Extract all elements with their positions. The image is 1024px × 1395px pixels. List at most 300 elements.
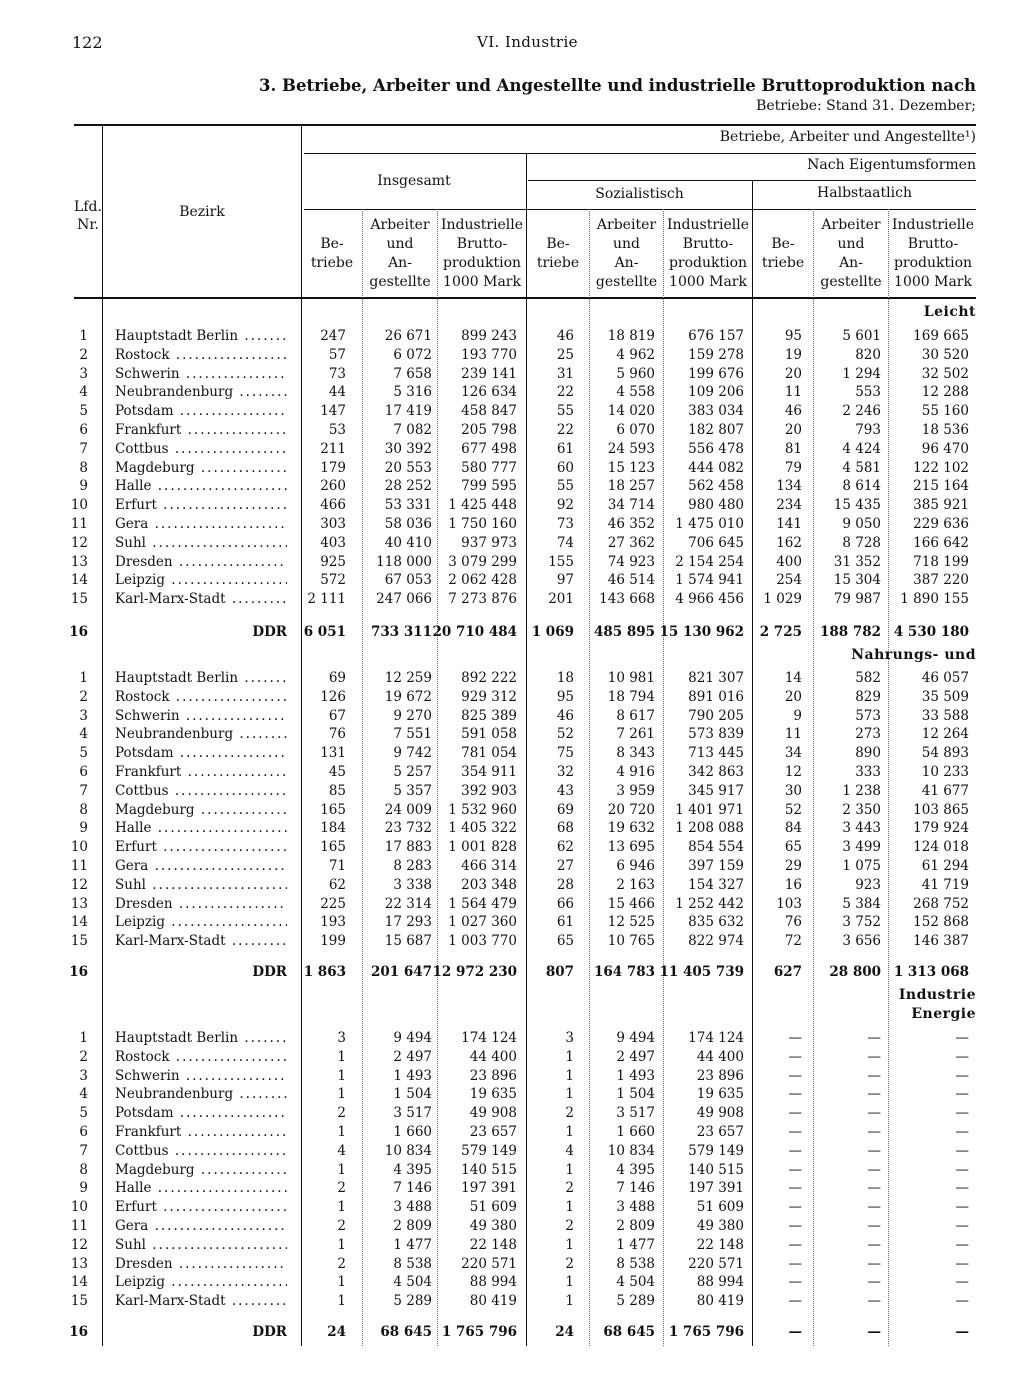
table-cell: 4 424 [842,441,881,457]
table-cell: 3 [337,1030,346,1046]
table-title: 3. Betriebe, Arbeiter und Angestellte und industrielle Bruttoproduktion nach [259,76,976,95]
table-row [0,1104,1024,1122]
table-cell: 1 504 [393,1086,432,1102]
table-cell: 3 443 [842,820,881,836]
table-cell: 147 [320,403,346,419]
table-cell: 17 883 [384,839,432,855]
table-cell: 49 380 [696,1218,744,1234]
table-cell: 822 974 [688,933,744,949]
table-cell: 5 257 [393,764,432,780]
table-cell: 254 [776,572,802,588]
table-row [0,1067,1024,1085]
header-bottom-rule [74,297,976,299]
table-cell: 182 807 [688,422,744,438]
table-cell: 1 [565,1086,574,1102]
table-cell: 15 304 [833,572,881,588]
table-cell: 18 819 [607,328,655,344]
table-cell: — [867,1274,881,1290]
table-cell: 27 362 [607,535,655,551]
row-number: 12 [70,877,88,893]
table-cell: — [867,1218,881,1234]
table-cell: 220 571 [688,1256,744,1272]
table-cell: 7 146 [393,1180,432,1196]
table-cell: 49 908 [696,1105,744,1121]
table-cell: 69 [556,802,574,818]
table-cell: — [788,1274,802,1290]
table-cell: 1 660 [393,1124,432,1140]
bezirk-name: Hauptstadt Berlin ..... [115,327,287,345]
table-total-row [0,963,1024,981]
table-cell: 1 863 [303,964,346,980]
table-cell: 980 480 [688,497,744,513]
table-cell: 247 [320,328,346,344]
group-rule [304,153,976,154]
table-cell: 12 972 230 [432,964,517,980]
table-cell: 152 868 [913,914,969,930]
table-cell: 4 558 [616,384,655,400]
table-cell: 781 054 [461,745,517,761]
table-total-row [0,623,1024,641]
table-cell: — [955,1030,969,1046]
table-cell: 62 [556,839,574,855]
table-cell: 2 497 [616,1049,655,1065]
table-cell: 30 [784,783,802,799]
table-cell: 28 [556,877,574,893]
table-cell: 14 [784,670,802,686]
table-cell: 676 157 [688,328,744,344]
table-cell: 582 [855,670,881,686]
table-cell: 923 [855,877,881,893]
table-cell: 8 614 [842,478,881,494]
table-row [0,744,1024,762]
table-row [0,801,1024,819]
table-cell: 1 [337,1049,346,1065]
table-cell: 10 834 [384,1143,432,1159]
section-label [851,646,976,665]
table-cell: 1 075 [842,858,881,874]
table-cell: 96 470 [921,441,969,457]
table-cell: 76 [328,726,346,742]
table-cell: 179 924 [913,820,969,836]
row-number: 4 [79,726,88,742]
table-cell: 203 348 [461,877,517,893]
table-cell: 55 [556,403,574,419]
table-cell: 35 509 [921,689,969,705]
row-number: 14 [70,572,88,588]
table-cell: 95 [784,328,802,344]
table-cell: 333 [855,764,881,780]
table-cell: 2 809 [393,1218,432,1234]
header-betriebe [753,235,813,273]
table-cell: 6 051 [303,624,346,640]
table-cell: 199 676 [688,366,744,382]
table-cell: 1 401 971 [675,802,744,818]
table-cell: 6 946 [616,858,655,874]
table-cell: 46 514 [607,572,655,588]
page-number: 122 [72,33,103,52]
table-cell: 2 [565,1105,574,1121]
table-cell: 23 896 [696,1068,744,1084]
table-cell: 1 493 [393,1068,432,1084]
header-arbeiter-line: gestellte [595,274,658,290]
table-row [0,421,1024,439]
table-cell: 1 294 [842,366,881,382]
table-row [0,707,1024,725]
table-cell: 61 [556,441,574,457]
table-cell: 60 [556,460,574,476]
table-cell: 1 [565,1293,574,1309]
table-cell: 1 750 160 [448,516,517,532]
table-cell: 5 289 [616,1293,655,1309]
bezirk-name: DDR [252,624,287,640]
table-cell: 8 343 [616,745,655,761]
table-cell: 44 400 [696,1049,744,1065]
table-cell: 68 [556,820,574,836]
table-cell: 52 [556,726,574,742]
table-row [0,1085,1024,1103]
header-bezirk: Bezirk [179,204,225,220]
table-cell: 92 [556,497,574,513]
table-cell: 3 499 [842,839,881,855]
bezirk-name: Neubrandenburg ..... [115,383,287,401]
table-cell: 229 636 [913,516,969,532]
row-number: 13 [70,1256,88,1272]
table-cell: 201 [548,591,574,607]
table-cell: 1 [565,1199,574,1215]
table-row [0,895,1024,913]
bezirk-name: Halle ..... [115,819,287,837]
table-cell: 929 312 [461,689,517,705]
row-number: 14 [70,914,88,930]
table-cell: 23 657 [696,1124,744,1140]
table-cell: 10 834 [607,1143,655,1159]
table-cell: 44 [328,384,346,400]
table-cell: 1 477 [616,1237,655,1253]
row-number: 14 [70,1274,88,1290]
header-arbeiter-line: gestellte [820,274,882,290]
table-cell: 2 062 428 [448,572,517,588]
table-cell: 81 [784,441,802,457]
bezirk-name: Magdeburg ..... [115,801,287,819]
row-number: 13 [70,896,88,912]
table-cell: 677 498 [461,441,517,457]
header-produktion-line: Brutto- [907,236,959,252]
table-cell: 103 865 [913,802,969,818]
table-cell: 19 635 [469,1086,517,1102]
table-cell: 5 357 [393,783,432,799]
bezirk-name: Schwerin ..... [115,1067,287,1085]
table-row [0,553,1024,571]
table-cell: — [955,1256,969,1272]
table-cell: 75 [556,745,574,761]
table-cell: 854 554 [688,839,744,855]
row-number: 7 [79,1143,88,1159]
table-cell: 1 425 448 [448,497,517,513]
bezirk-name: Magdeburg ..... [115,1161,287,1179]
table-row [0,346,1024,364]
table-cell: 165 [320,802,346,818]
bezirk-name: Karl-Marx-Stadt ..... [115,590,287,608]
table-cell: 1 [337,1162,346,1178]
row-number: 1 [79,670,88,686]
table-cell: 61 [556,914,574,930]
table-cell: 62 [328,877,346,893]
table-cell: — [955,1143,969,1159]
table-row [0,515,1024,533]
table-cell: 41 677 [921,783,969,799]
table-cell: 2 246 [842,403,881,419]
table-cell: 126 634 [461,384,517,400]
table-cell: 25 [556,347,574,363]
header-arbeiter [363,216,437,292]
table-cell: 342 863 [688,764,744,780]
table-cell: 573 839 [688,726,744,742]
table-cell: — [867,1086,881,1102]
table-cell: 27 [556,858,574,874]
table-cell: 1 [565,1049,574,1065]
table-row [0,838,1024,856]
table-cell: 79 987 [833,591,881,607]
row-number: 16 [69,1324,88,1340]
table-cell: 122 102 [913,460,969,476]
table-cell: 387 220 [913,572,969,588]
table-cell: — [867,1256,881,1272]
table-cell: 10 981 [607,670,655,686]
row-number: 8 [79,460,88,476]
header-halbstaatlich: Halbstaatlich [817,185,912,201]
table-cell: 46 057 [921,670,969,686]
table-cell: 1 [337,1274,346,1290]
table-cell: — [867,1030,881,1046]
table-cell: 126 [320,689,346,705]
table-cell: 3 656 [842,933,881,949]
table-cell: — [788,1105,802,1121]
table-cell: 53 [328,422,346,438]
table-cell: 174 124 [688,1030,744,1046]
table-cell: 24 [555,1324,574,1340]
table-cell: 169 665 [913,328,969,344]
table-cell: 19 672 [384,689,432,705]
header-betriebe-line: triebe [310,255,354,271]
table-cell: 591 058 [461,726,517,742]
row-number: 10 [70,839,88,855]
row-number: 8 [79,802,88,818]
table-cell: 164 783 [593,964,655,980]
table-cell: — [788,1218,802,1234]
table-cell: 12 259 [384,670,432,686]
table-cell: 4 966 456 [675,591,744,607]
table-cell: 1 475 010 [675,516,744,532]
table-cell: 24 009 [384,802,432,818]
table-cell: 820 [855,347,881,363]
bezirk-name: DDR [252,964,287,980]
header-arbeiter-line: und [386,236,414,252]
table-total-row [0,1323,1024,1341]
bezirk-name: Neubrandenburg ..... [115,1085,287,1103]
table-cell: 15 123 [607,460,655,476]
table-cell: 32 [556,764,574,780]
row-number: 4 [79,384,88,400]
table-cell: 1 027 360 [448,914,517,930]
header-produktion [438,216,526,292]
table-cell: — [867,1180,881,1196]
table-cell: 220 571 [461,1256,517,1272]
table-cell: 1 [337,1124,346,1140]
table-cell: 733 311 [370,624,432,640]
table-cell: 2 809 [616,1218,655,1234]
header-produktion-line: Industrielle [440,217,524,233]
table-cell: — [788,1068,802,1084]
table-cell: 131 [320,745,346,761]
table-cell: 1 238 [842,783,881,799]
bezirk-name: Rostock ..... [115,346,287,364]
table-cell: 835 632 [688,914,744,930]
table-cell: 2 154 254 [675,554,744,570]
table-cell: 22 [556,384,574,400]
table-cell: — [955,1180,969,1196]
table-row [0,857,1024,875]
table-cell: 55 [556,478,574,494]
table-cell: 4 395 [616,1162,655,1178]
table-cell: 41 719 [921,877,969,893]
table-cell: 15 435 [833,497,881,513]
table-cell: 57 [328,347,346,363]
table-cell: 18 [556,670,574,686]
table-cell: 201 647 [370,964,432,980]
table-cell: — [788,1086,802,1102]
table-cell: 140 515 [461,1162,517,1178]
table-cell: 71 [328,858,346,874]
table-cell: 793 [855,422,881,438]
table-cell: — [955,1105,969,1121]
table-cell: 9 [793,708,802,724]
header-produktion-line: 1000 Mark [894,274,972,290]
table-cell: 215 164 [913,478,969,494]
table-cell: 65 [784,839,802,855]
bezirk-name: Cottbus ..... [115,1142,287,1160]
table-cell: 88 994 [469,1274,517,1290]
header-betriebe-line: triebe [536,255,580,271]
table-cell: 579 149 [461,1143,517,1159]
table-cell: 1 [337,1068,346,1084]
bezirk-name: DDR [252,1324,287,1340]
row-number: 5 [79,745,88,761]
bezirk-name: Gera ..... [115,857,287,875]
table-row [0,1198,1024,1216]
table-cell: 31 [556,366,574,382]
table-cell: 29 [784,858,802,874]
table-row [0,496,1024,514]
header-betriebe-line: Be- [771,236,795,252]
table-cell: 15 466 [607,896,655,912]
bezirk-name: Gera ..... [115,515,287,533]
section-label-line: Energie [911,1006,976,1022]
header-produktion [664,216,752,292]
table-cell: 8 538 [616,1256,655,1272]
section-label-line: Industrie [898,987,976,1003]
bezirk-name: Halle ..... [115,1179,287,1197]
table-cell: — [955,1068,969,1084]
table-cell: 23 657 [469,1124,517,1140]
table-cell: 52 [784,802,802,818]
table-row [0,1255,1024,1273]
table-cell: — [867,1162,881,1178]
table-cell: 12 525 [607,914,655,930]
table-cell: 193 [320,914,346,930]
table-cell: 12 288 [921,384,969,400]
row-number: 9 [79,478,88,494]
table-cell: 3 338 [393,877,432,893]
table-cell: 8 283 [393,858,432,874]
table-cell: 1 001 828 [448,839,517,855]
row-number: 6 [79,422,88,438]
header-produktion-line: Industrielle [666,217,750,233]
table-cell: 143 668 [599,591,655,607]
bezirk-name: Erfurt ..... [115,1198,287,1216]
column-header-rule [304,209,976,210]
table-cell: 66 [556,896,574,912]
table-cell: 1 069 [531,624,574,640]
chapter-title: VI. Industrie [477,33,578,51]
table-cell: 2 [565,1218,574,1234]
table-cell: 2 [337,1218,346,1234]
table-cell: — [788,1049,802,1065]
table-cell: 1 [565,1162,574,1178]
table-cell: 61 294 [921,858,969,874]
table-cell: 225 [320,896,346,912]
table-row [0,1217,1024,1235]
table-cell: 45 [328,764,346,780]
bezirk-name: Schwerin ..... [115,707,287,725]
bezirk-name: Gera ..... [115,1217,287,1235]
table-cell: 155 [548,554,574,570]
table-cell: 2 497 [393,1049,432,1065]
table-row [0,440,1024,458]
header-arbeiter [590,216,663,292]
table-cell: 3 [565,1030,574,1046]
bezirk-name: Potsdam ..... [115,744,287,762]
table-cell: 2 111 [307,591,346,607]
table-cell: 13 695 [607,839,655,855]
table-cell: 67 053 [384,572,432,588]
table-cell: 30 520 [921,347,969,363]
bezirk-name: Erfurt ..... [115,496,287,514]
table-cell: 2 [337,1180,346,1196]
table-cell: 141 [776,516,802,532]
table-cell: 205 798 [461,422,517,438]
bezirk-name: Suhl ..... [115,534,287,552]
table-cell: — [788,1124,802,1140]
table-cell: 74 923 [607,554,655,570]
header-betriebe-line: Be- [320,236,344,252]
row-number: 6 [79,764,88,780]
table-cell: — [788,1324,802,1340]
row-number: 12 [70,1237,88,1253]
table-cell: 303 [320,516,346,532]
table-cell: 397 159 [688,858,744,874]
table-cell: 84 [784,820,802,836]
section-label [899,986,976,1024]
table-cell: 899 243 [461,328,517,344]
row-number: 10 [70,1199,88,1215]
table-cell: 1 504 [616,1086,655,1102]
table-cell: — [867,1143,881,1159]
table-cell: 184 [320,820,346,836]
table-cell: 891 016 [688,689,744,705]
table-cell: 7 082 [393,422,432,438]
table-cell: 22 314 [384,896,432,912]
table-cell: 9 494 [616,1030,655,1046]
